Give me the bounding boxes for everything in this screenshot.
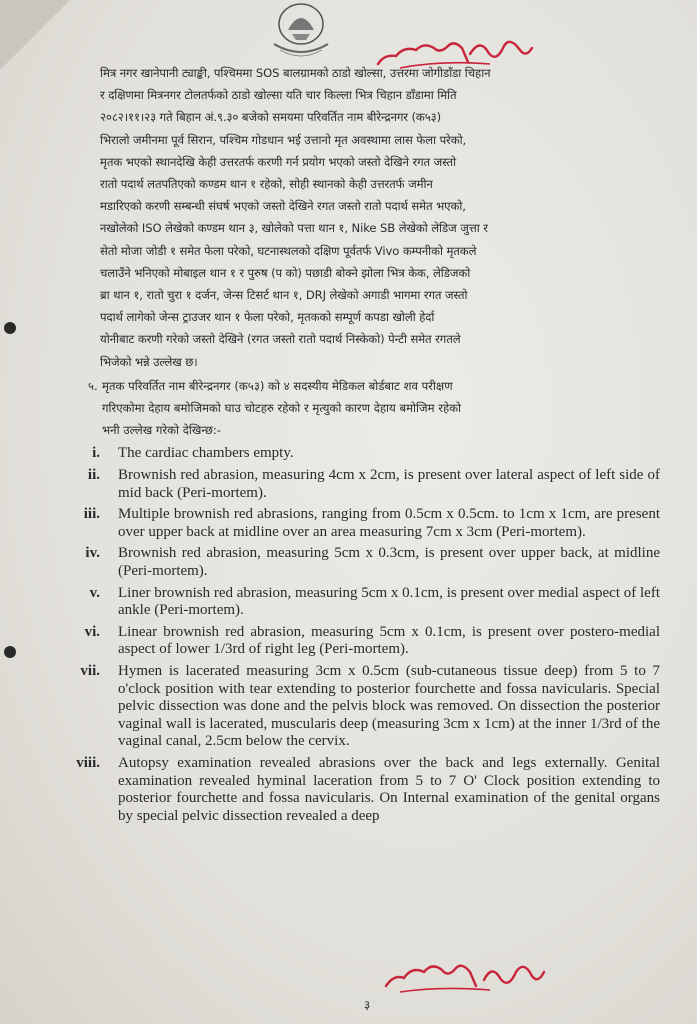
paragraph-line: रातो पदार्थ लतपतिएको कण्डम थान १ रहेको, सोही स्थानको केही उत्तरतर्फ जमीन — [100, 177, 433, 192]
list-item — [60, 585, 660, 620]
item-numeral: v. — [89, 584, 100, 601]
paragraph-line: सेतो मोजा जोडी १ समेत फेला परेको, घटनास्थलको दक्षिण पूर्वतर्फ Vivo कम्पनीको मृतकले — [100, 243, 477, 258]
item-numeral: ii. — [87, 467, 100, 484]
item-numeral: iv. — [85, 545, 100, 562]
document-body — [60, 62, 660, 829]
paragraph-line: भिजेको भन्ने उल्लेख छ। — [100, 354, 198, 369]
paragraph-line: र दक्षिणमा मित्रनगर टोलतर्फको ठाडो खोल्सा यति चार किल्ला भित्र चिहान डाँडामा मिति — [100, 88, 457, 103]
item-text: Brownish red abrasion, measuring 4cm x 2cm, is present over lateral aspect of left side of mid back (Peri-mortem). — [118, 467, 660, 501]
item-text: Hymen is lacerated measuring 3cm x 0.5cm (sub-cutaneous tissue deep) from 5 to 7 o'clock position with tear extending to posterior fourchette and fossa navicularis. Special pelvic dissection was done and the pelvis block was removed. On dissection the posterior vaginal wall is lacerated, muscularis deep (measuring 3cm x 1cm) at the inner 1/3rd of the vaginal canal, 2.5cm below the cervix. — [118, 662, 660, 750]
paragraph-line: योनीबाट करणी गरेको जस्तो देखिने (रगत जस्तो रातो पदार्थ निस्केको) पेन्टी समेत रगतले — [100, 332, 461, 347]
item-numeral: iii. — [83, 506, 100, 523]
section-line: भनी उल्लेख गरेको देखिन्छ:- — [102, 423, 221, 438]
item-text: Autopsy examination revealed abrasions over the back and legs externally. Genital examination revealed hyminal laceration from 5 to 7 O' Clock position extending to posterior fourchette and fossa navicularis. On Internal examination of the genital organs by special pelvic dissection revealed a deep — [118, 754, 660, 824]
paragraph-line: नखोलेको ISO लेखेको कण्डम थान ३, खोलेको पत्ता थान १, Nike SB लेखेको लेडिज जुत्ता र — [100, 221, 488, 236]
item-text: Multiple brownish red abrasions, ranging from 0.5cm x 0.5cm. to 1cm x 1cm, are present over upper back at midline over an area measuring 7cm x 3cm (Peri-mortem). — [118, 506, 660, 540]
paragraph-line: ब्रा थान १, रातो चुरा १ दर्जन, जेन्स टिसर्ट थान १, DRJ लेखेको अगाडी भागमा रगत जस्तो — [100, 288, 468, 303]
paragraph-line: २०८२।११।२३ गते बिहान अं.९.३० बजेको समयमा परिवर्तित नाम बीरेन्द्रनगर (क५३) — [100, 110, 441, 125]
paragraph-line: मडारिएको करणी सम्बन्धी संघर्ष भएको जस्तो देखिने रगत जस्तो रातो पदार्थ समेत भएको, — [100, 199, 466, 214]
item-numeral: vi. — [84, 623, 100, 640]
list-item — [60, 755, 660, 825]
findings-list — [60, 445, 660, 825]
item-text: Liner brownish red abrasion, measuring 5cm x 0.1cm, is present over medial aspect of left ankle (Peri-mortem). — [118, 584, 660, 619]
list-item — [60, 506, 660, 541]
paragraph-line: मृतक भएको स्थानदेखि केही उत्तरतर्फ करणी गर्न प्रयोग भएको जस्तो देखिने रगत जस्तो — [100, 154, 457, 169]
page-number: ३ — [364, 998, 371, 1012]
paragraph-line: चलाउँने भनिएको मोबाइल थान १ र पुरुष (प को) पछाडी बोक्ने झोला भित्र केक, लेडिजको — [100, 265, 471, 280]
list-item — [60, 663, 660, 751]
government-emblem-icon — [262, 0, 340, 62]
folded-corner — [0, 0, 70, 70]
item-numeral: i. — [92, 445, 100, 462]
item-text: The cardiac chambers empty. — [118, 445, 294, 462]
item-numeral: vii. — [80, 662, 100, 679]
item-text: Brownish red abrasion, measuring 5cm x 0.3cm, is present over upper back, at midline (Peri-mortem). — [118, 545, 660, 580]
list-item — [60, 545, 660, 580]
section-5 — [60, 375, 660, 442]
item-text: Linear brownish red abrasion, measuring 5cm x 0.1cm, is present over postero-medial aspect of lower 1/3rd of right leg (Peri-mortem). — [118, 623, 660, 658]
nepali-paragraph — [60, 62, 660, 373]
paragraph-line: पदार्थ लागेको जेन्स ट्राउजर थान १ फेला परेको, मृतकको सम्पूर्ण कपडा खोली हेर्दा — [100, 310, 435, 325]
paragraph-line: मित्र नगर खानेपानी ट्याङ्की, पश्चिममा SOS बालग्रामको ठाडो खोल्सा, उत्तरमा जोगीडाँडा चिहान — [100, 66, 491, 80]
section-number: ५. — [88, 378, 98, 393]
list-item — [60, 467, 660, 502]
section-line: गरिएकोमा देहाय बमोजिमको घाउ चोटहरु रहेको र मृत्युको कारण देहाय बमोजिम रहेको — [102, 401, 462, 416]
punch-hole — [4, 646, 16, 658]
list-item — [60, 624, 660, 659]
punch-hole — [4, 322, 16, 334]
list-item — [60, 445, 660, 463]
signature-bottom — [380, 952, 550, 1002]
section-line: मृतक परिवर्तित नाम बीरेन्द्रनगर (क५३) को ४ सदस्यीय मेडिकल बोर्डबाट शव परीक्षण — [102, 378, 453, 393]
item-numeral: viii. — [76, 754, 100, 771]
paragraph-line: भिरालो जमीनमा पूर्व सिरान, पश्चिम गोडधान भई उत्तानो मृत अवस्थामा लास फेला परेको, — [100, 132, 467, 147]
